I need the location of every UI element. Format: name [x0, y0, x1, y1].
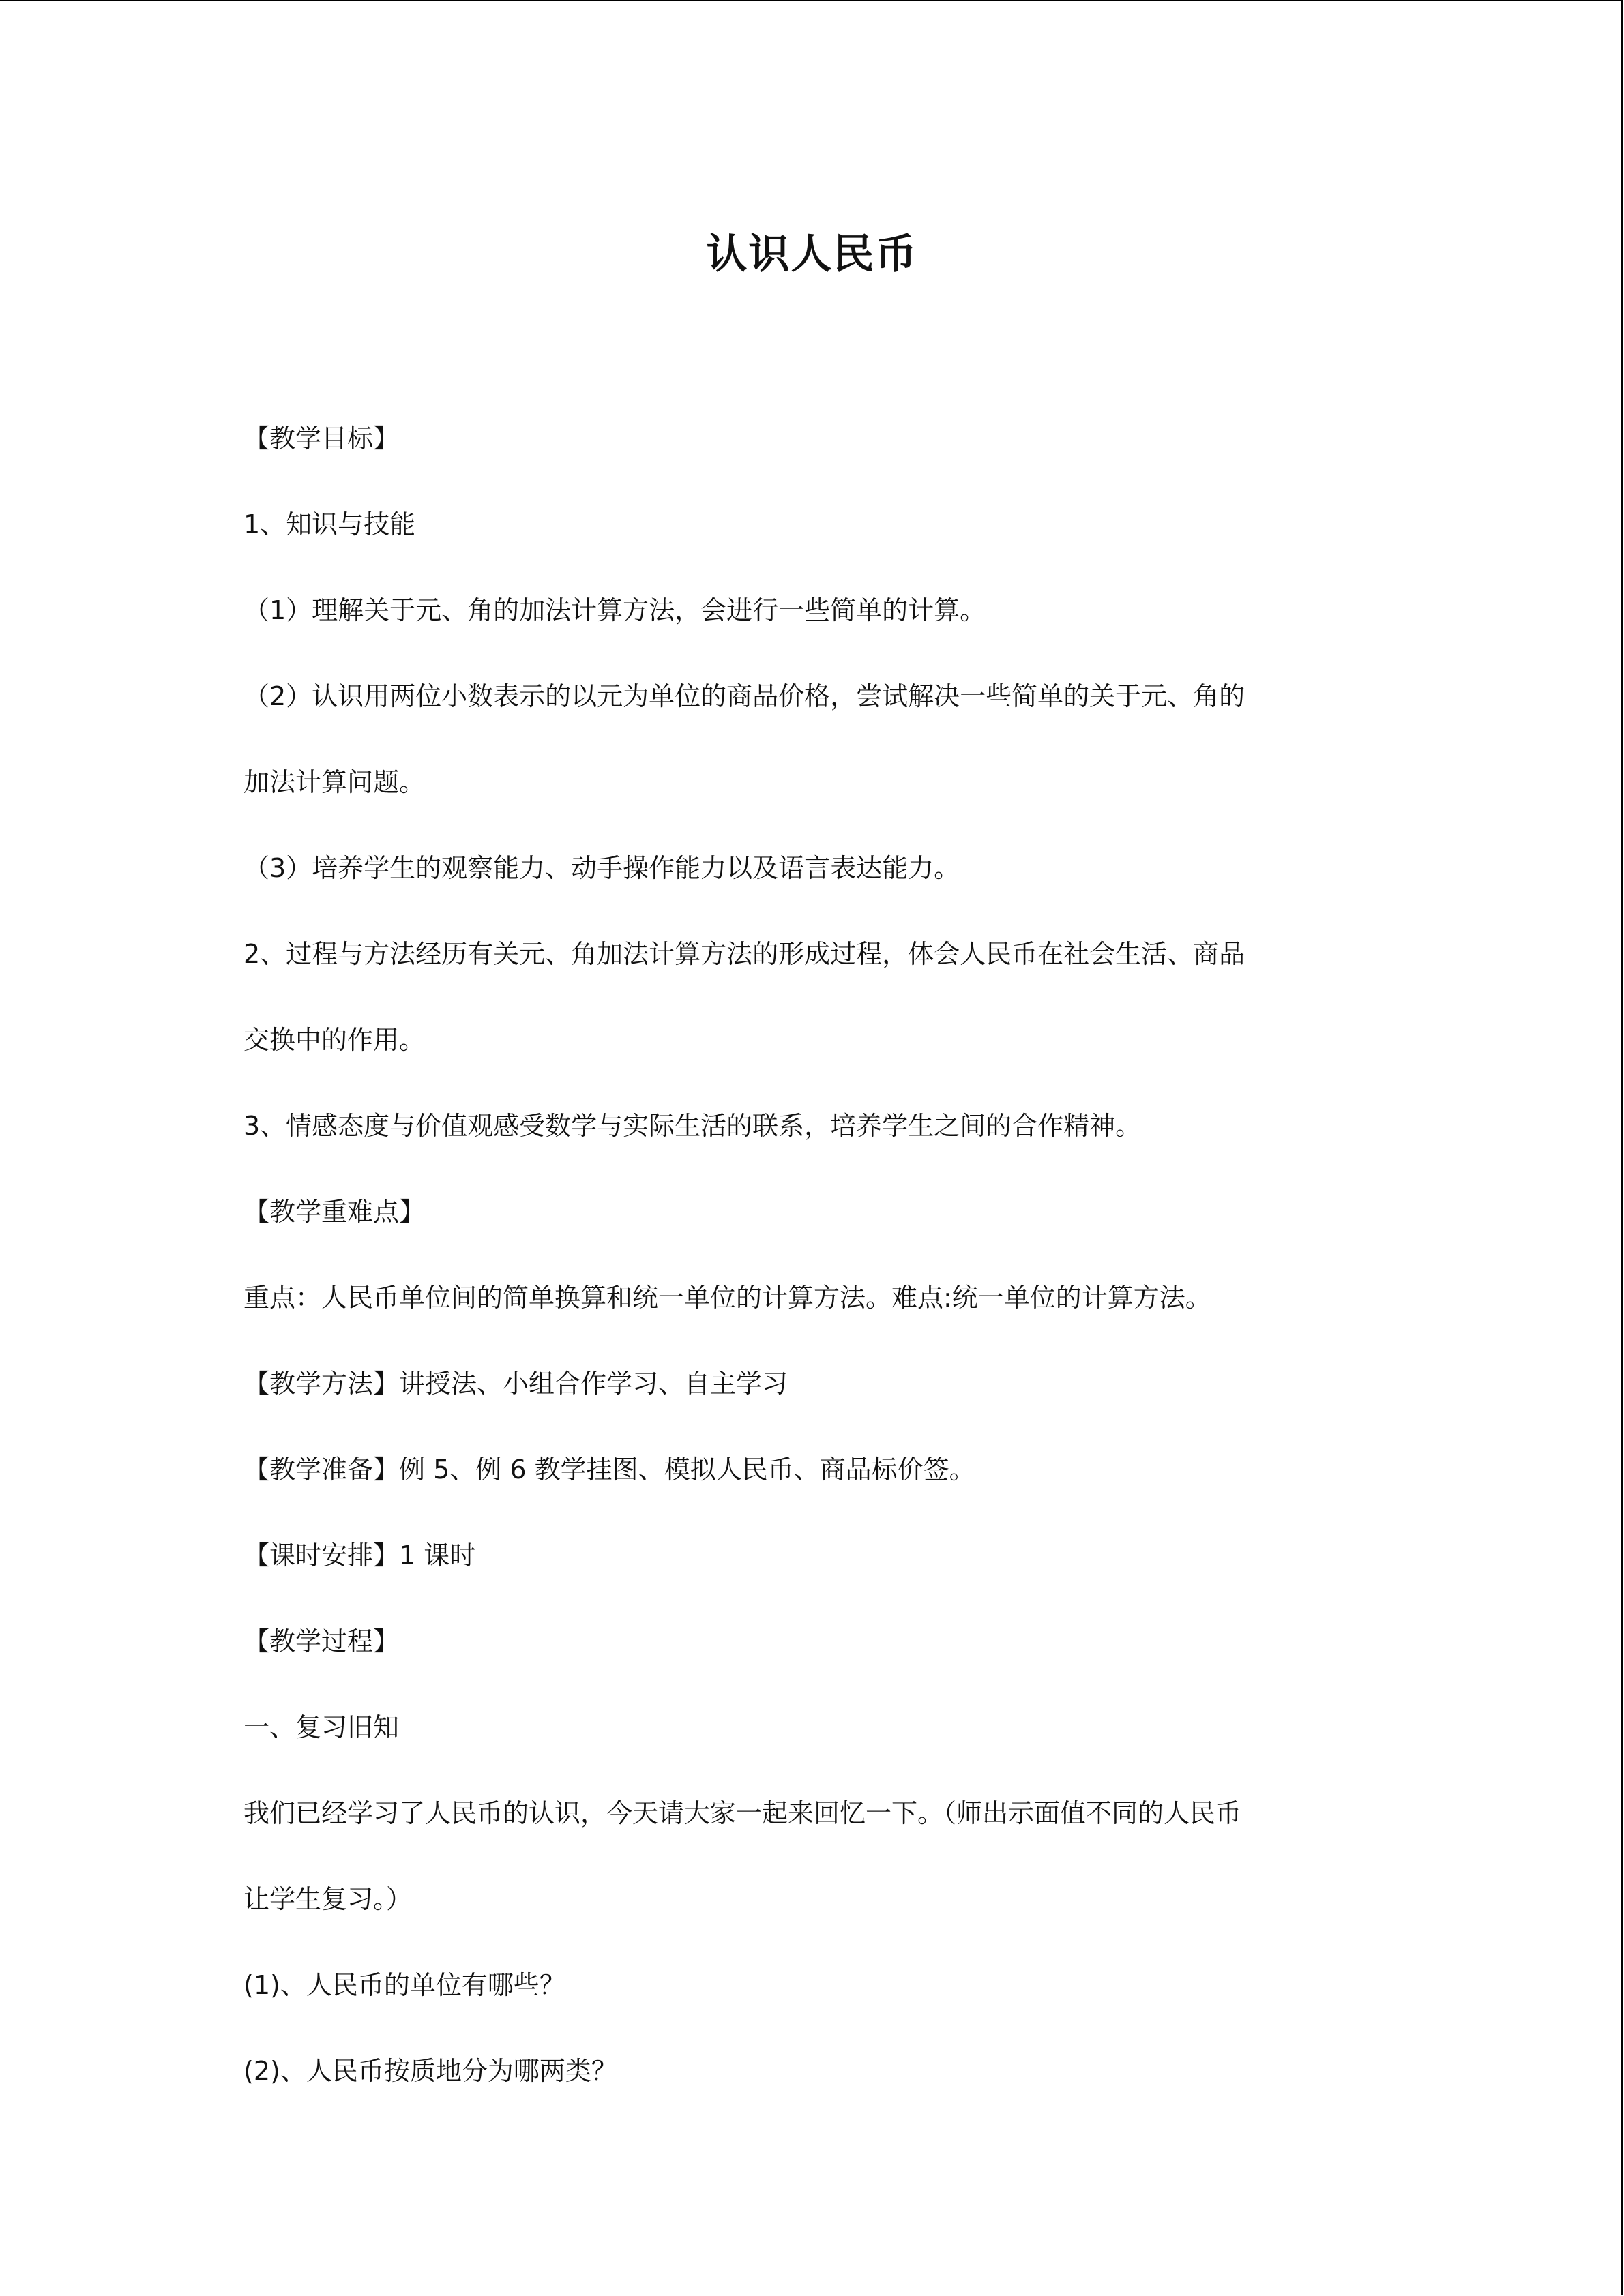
review-intro-continued: 让学生复习。） — [243, 1884, 413, 1914]
objective-process-method-continued: 交换中的作用。 — [243, 1025, 426, 1055]
objective-item-2-continued: 加法计算问题。 — [243, 767, 426, 797]
review-heading: 一、复习旧知 — [243, 1712, 400, 1742]
section-heading-objectives: 【教学目标】 — [243, 423, 400, 453]
review-question-2: (2)、人民币按质地分为哪两类？ — [243, 2056, 617, 2086]
document-title: 认识人民币 — [706, 230, 918, 278]
teaching-methods: 【教学方法】讲授法、小组合作学习、自主学习 — [243, 1369, 788, 1399]
review-question-1: (1)、人民币的单位有哪些？ — [243, 1970, 565, 2000]
key-points-text: 重点：人民币单位间的简单换算和统一单位的计算方法。难点:统一单位的计算方法。 — [243, 1283, 1211, 1313]
review-intro: 我们已经学习了人民币的认识，今天请大家一起来回忆一下。（师出示面值不同的人民币 — [243, 1798, 1242, 1828]
class-schedule: 【课时安排】1 课时 — [243, 1540, 476, 1570]
objective-item-3: （3）培养学生的观察能力、动手操作能力以及语言表达能力。 — [243, 853, 960, 883]
teaching-preparation: 【教学准备】例 5、例 6 教学挂图、模拟人民币、商品标价签。 — [243, 1455, 975, 1485]
section-heading-process: 【教学过程】 — [243, 1626, 400, 1656]
objective-attitude-values: 3、情感态度与价值观感受数学与实际生活的联系，培养学生之间的合作精神。 — [243, 1111, 1142, 1141]
objective-knowledge-heading: 1、知识与技能 — [243, 509, 416, 539]
objective-item-2: （2）认识用两位小数表示的以元为单位的商品价格，尝试解决一些简单的关于元、角的 — [243, 681, 1245, 711]
objective-process-method: 2、过程与方法经历有关元、角加法计算方法的形成过程，体会人民币在社会生活、商品 — [243, 939, 1245, 969]
objective-item-1: （1）理解关于元、角的加法计算方法，会进行一些简单的计算。 — [243, 595, 986, 625]
section-heading-key-points: 【教学重难点】 — [243, 1197, 426, 1227]
document-body — [243, 396, 1403, 2114]
